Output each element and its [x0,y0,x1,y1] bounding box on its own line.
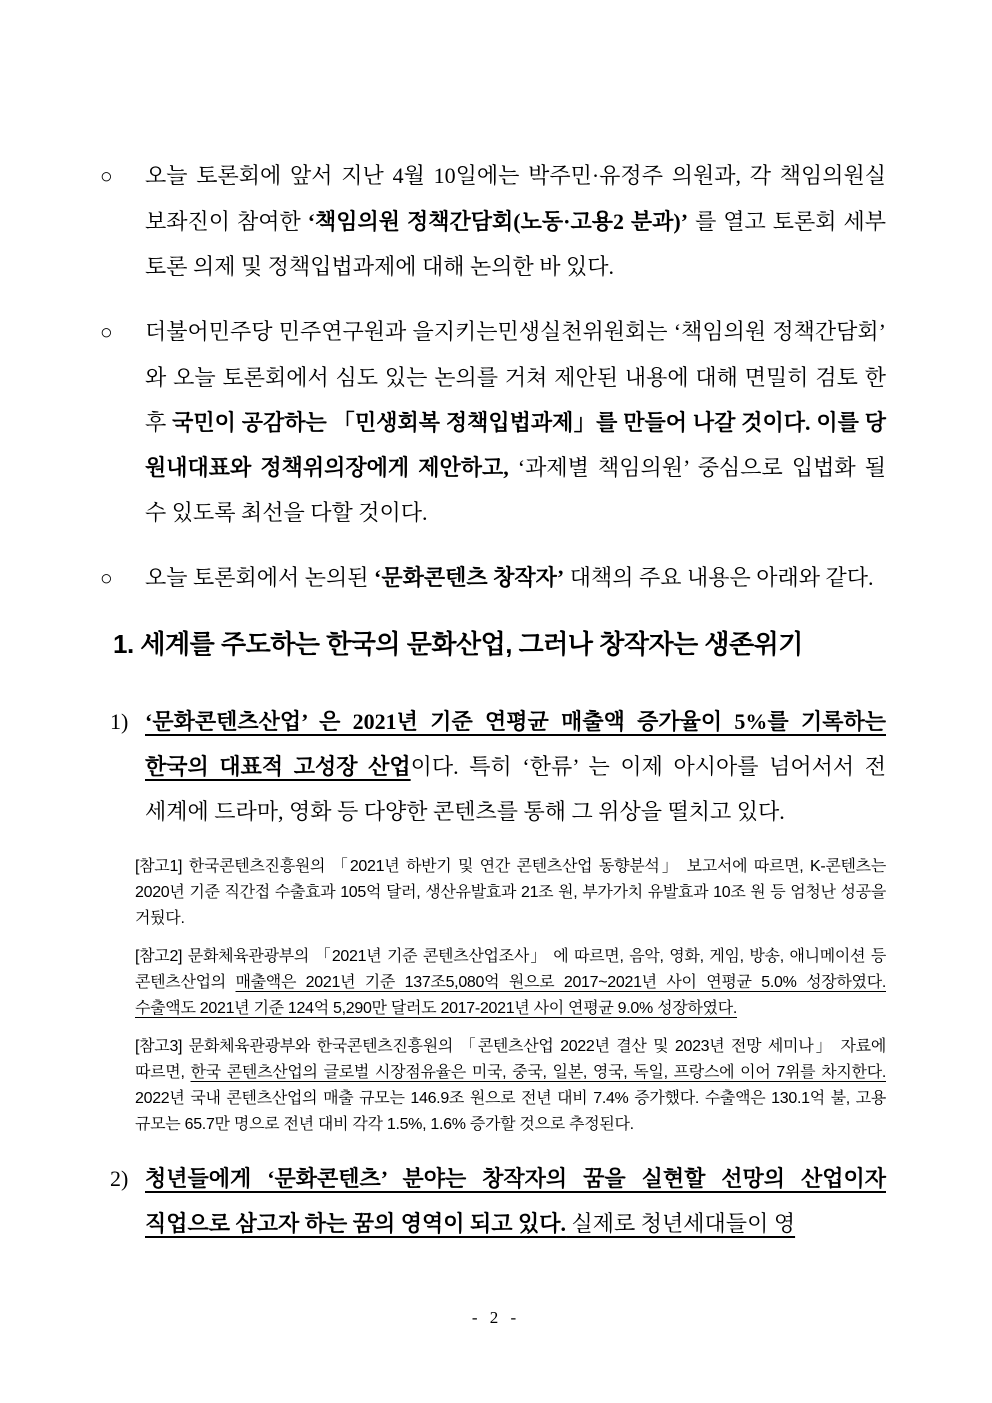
bullet-marker-icon: ○ [100,566,113,590]
text-segment: 이다. 특히 ‘한류’ 는 이제 아시아를 넘어서서 전 세계에 드라마, 영화 등 다양한 콘텐츠를 통해 그 위상을 떨치고 있다. [145,754,886,824]
text-segment: ‘문화콘텐츠산업’ 은 2021년 기준 연평균 매출액 증가율이 5%를 기록하는 한국의 대표적 고성장 산업 [145,709,886,779]
numbered-paragraph [100,699,886,834]
bullet-marker-icon: ○ [100,164,113,188]
text-segment: 한국 콘텐츠산업의 글로벌 시장점유율은 미국, 중국, 일본, 영국, 독일, 프랑스에 이어 7위를 차지한다. [190,1064,886,1081]
section-heading: 1. 세계를 주도하는 한국의 문화산업, 그러나 창작자는 생존위기 [113,629,803,659]
text-segment: 2022년 국내 콘텐츠산업의 매출 규모는 146.9조 원으로 전년 대비 7.4% 증가했다. 수출액은 130.1억 불, 고용 규모는 65.7만 명으로 전년 대비 각각 1.5%, 1.6% 증가할 것으로 추정된다. [135,1090,886,1133]
text-segment: 청년들에게 ‘문화콘텐츠’ 분야는 창작자의 꿈을 실현할 선망의 산업이자 직업으로 삼고자 하는 꿈의 영역이 되고 있다. [145,1166,886,1236]
numbered-paragraph [100,1156,886,1246]
bullet-paragraph [100,153,886,289]
text-segment: 대책의 주요 내용은 아래와 같다. [564,565,874,590]
text-segment: 매출액은 2021년 기준 137조5,080억 원으로 2017~2021년 사이 연평균 5.0% 성장하였다. 수출액도 2021년 기준 124억 5,290만 달러도 2017-2021년 사이 연평균 9.0% 성장하였다. [135,974,886,1017]
text-segment: ‘문화콘텐츠 창작자’ [374,565,565,590]
text-segment: [참고1] 한국콘텐츠진흥원의 「2021년 하반기 및 연간 콘텐츠산업 동향분석」 보고서에 따르면, K-콘텐츠는 2020년 기준 직간접 수출효과 105억 달러, 생산유발효과 21조 원, 부가가치 유발효과 10조 원 등 엄청난 성공을 거뒀다. [135,858,886,927]
document-body [100,153,886,1266]
item-number: 1) [110,709,129,734]
text-segment: 국민이 공감하는 「민생회복 정책입법과제」를 만들어 나갈 것이다. 이를 당 원내대표와 정책위의장에게 제안하고, [145,410,886,480]
bullet-paragraph [100,555,886,601]
reference-note [135,944,886,1022]
text-segment: [참고3] 문화체육관광부와 한국콘텐츠진흥원의 「콘텐츠산업 2022년 결산 및 2023년 전망 세미나」 자료에 따르면, [135,1038,886,1081]
text-segment: ‘책임의원 정책간담회(노동·고용2 분과)’ [307,209,689,234]
text-segment: 실제로 청년세대들이 영 [566,1211,796,1236]
page-number: - 2 - [471,1308,521,1327]
item-number: 2) [110,1166,129,1191]
bullet-paragraph [100,309,886,535]
text-segment: ‘과제별 책임의원’ 중심으로 입법화 될 수 있도록 최선을 다할 것이다. [145,455,886,525]
bullet-marker-icon: ○ [100,320,113,344]
reference-note [135,854,886,932]
text-segment: 오늘 토론회에 앞서 지난 4월 10일에는 박주민·유정주 의원과, 각 책임의원실 보좌진이 참여한 [145,163,886,234]
text-segment: 오늘 토론회에서 논의된 [145,565,375,590]
text-segment: 를 열고 토론회 세부 토론 의제 및 정책입법과제에 대해 논의한 바 있다. [145,209,886,279]
reference-note [135,1034,886,1138]
text-segment: [참고2] 문화체육관광부의 「2021년 기준 콘텐츠산업조사」 에 따르면, 음악, 영화, 게임, 방송, 애니메이션 등 콘텐츠산업의 [135,948,886,991]
text-segment: 더불어민주당 민주연구원과 을지키는민생실천위원회는 ‘책임의원 정책간담회’ 와 오늘 토론회에서 심도 있는 논의를 거쳐 제안된 내용에 대해 면밀히 검토 한 후 [145,319,886,435]
